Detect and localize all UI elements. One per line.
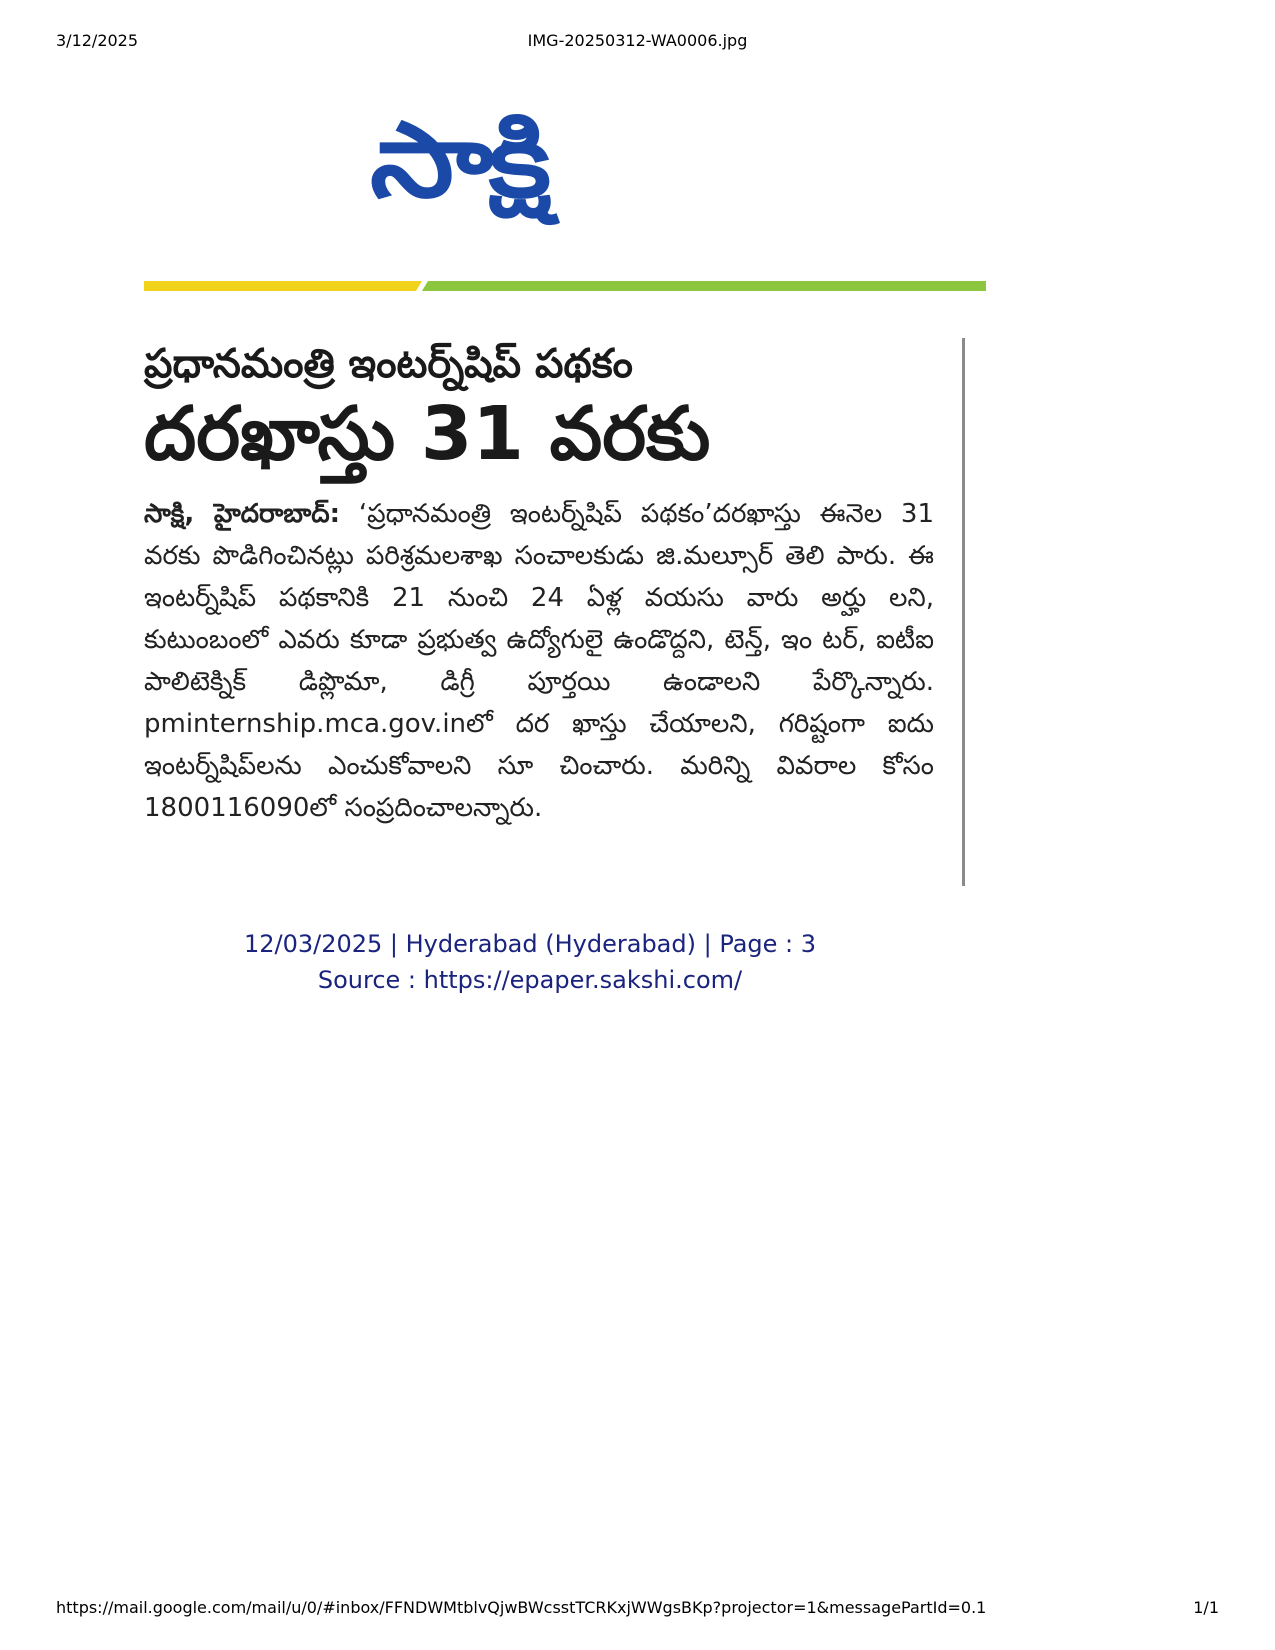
source-info bbox=[0, 926, 1060, 998]
article-body-text: ‘ప్రధానమంత్రి ఇంటర్న్‌షిప్ పథకం’దరఖాస్తు ఈనెల 31 వరకు పొడిగించినట్లు పరిశ్రమలశాఖ సంచాలకుడు జి.మల్సూర్ తెలి పారు. ఈ ఇంటర్న్‌షిప్ పథకానికి 21 నుంచి 24 ఏళ్ల వయసు వారు అర్హు లని, కుటుంబంలో ఎవరు కూడా ప్రభుత్వ ఉద్యోగులై ఉండొద్దని, టెన్త్, ఇం టర్, ఐటీఐ పాలిటెక్నిక్ డిప్లొమా, డిగ్రీ పూర్తయి ఉండాలని పేర్కొన్నారు. pminternship.mca.gov.inలో దర ఖాస్తు చేయాలని, గరిష్టంగా ఐదు ఇంటర్న్‌షిప్‌లను ఎంచుకోవాలని సూ చించారు. మరిన్ని వివరాల కోసం 1800116090లో సంప్రదించాలన్నారు. bbox=[144, 499, 934, 824]
masthead-rule bbox=[144, 281, 986, 291]
print-header-date: 3/12/2025 bbox=[56, 31, 139, 50]
rule-green-segment bbox=[422, 281, 986, 291]
print-header-title: IMG-20250312-WA0006.jpg bbox=[527, 31, 748, 50]
print-footer-page-number: 1/1 bbox=[1193, 1598, 1219, 1617]
article-column-divider bbox=[962, 338, 965, 886]
print-footer-url: https://mail.google.com/mail/u/0/#inbox/FFNDWMtblvQjwBWcsstTCRKxjWWgsBKp?projector=1&messagePartId=0.1 bbox=[56, 1598, 987, 1617]
masthead-logo bbox=[370, 90, 690, 230]
source-url-line: Source : https://epaper.sakshi.com/ bbox=[317, 966, 743, 994]
article-kicker: ప్రధానమంత్రి ఇంటర్న్‌షిప్ పథకం bbox=[144, 341, 633, 387]
news-article bbox=[144, 340, 934, 829]
source-edition-line: 12/03/2025 | Hyderabad (Hyderabad) | Page : 3 bbox=[243, 930, 817, 958]
article-dateline: సాక్షి, హైదరాబాద్: bbox=[144, 499, 341, 530]
article-headline: దరఖాస్తు 31 వరకు bbox=[144, 391, 711, 477]
masthead-logo-text: సాక్షి bbox=[370, 99, 547, 221]
rule-yellow-segment bbox=[144, 281, 422, 291]
article-body bbox=[144, 493, 934, 829]
